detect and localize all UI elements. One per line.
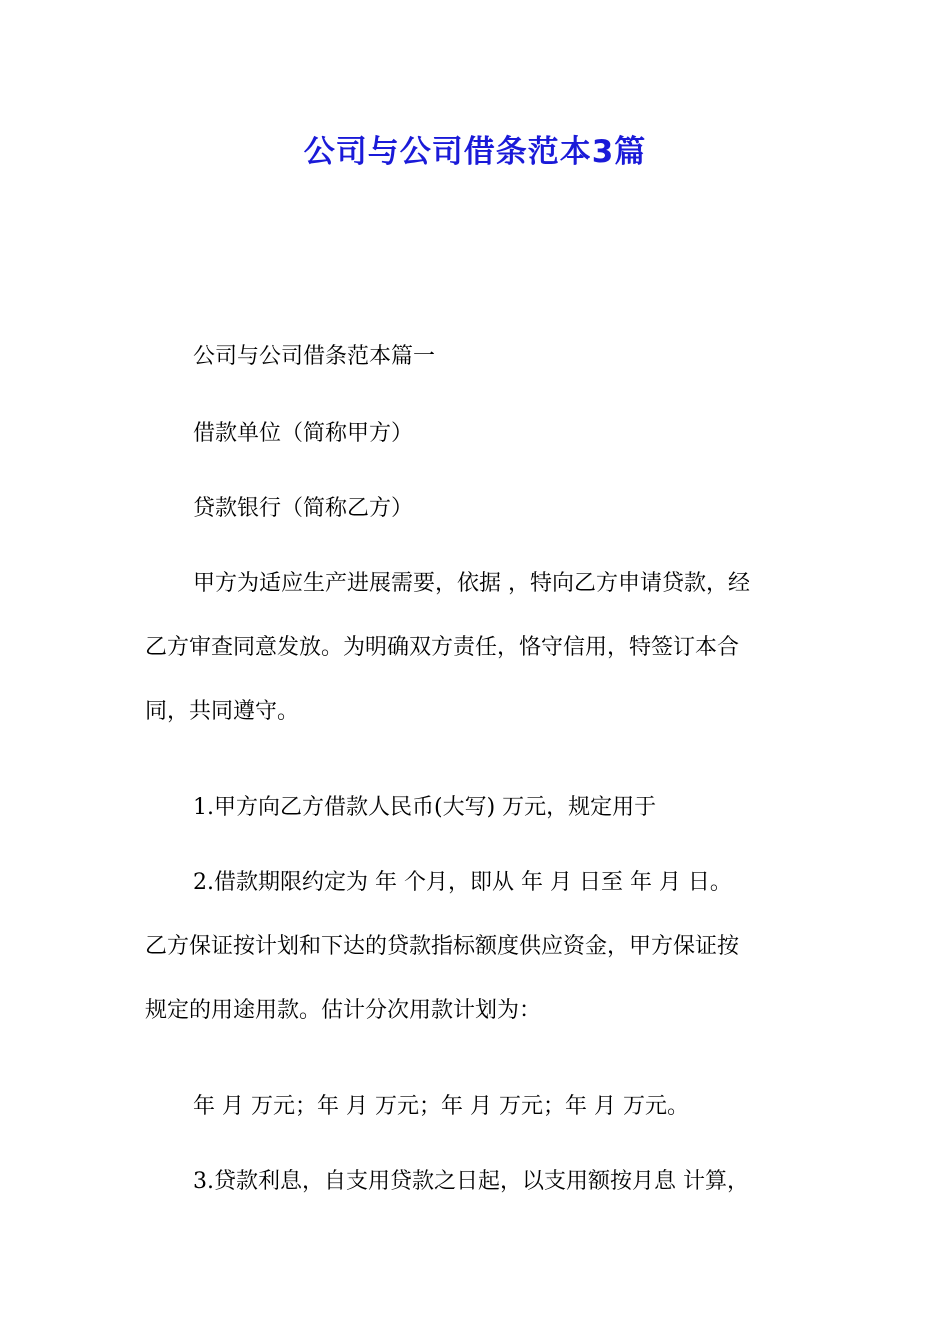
section-heading: 公司与公司借条范本篇一 [193,344,436,369]
clause-3: 3.贷款利息，自支用贷款之日起，以支用额按月息 计算， [193,1169,749,1194]
document-title: 公司与公司借条范本3篇 [303,134,647,170]
intro-paragraph: 甲方为适应生产进展需要，依据 ，特向乙方申请贷款，经 乙方审查同意发放。为明确双方责任，恪守信用，特签订本合 同，共同遵守。 [145,571,750,724]
borrower-line: 借款单位（简称甲方） [193,421,414,446]
usage-plan-line: 年 月 万元；年 月 万元；年 月 万元；年 月 万元。 [193,1094,689,1119]
lender-line: 贷款银行（简称乙方） [193,496,414,521]
clause-1: 1.甲方向乙方借款人民币(大写) 万元，规定用于 [193,795,657,820]
clause-2: 2.借款期限约定为 年 个月，即从 年 月 日至 年 月 日。 乙方保证按计划和下达的贷款指标额度供应资金，甲方保证按 规定的用途用款。估计分次用款计划为： [145,870,740,1023]
